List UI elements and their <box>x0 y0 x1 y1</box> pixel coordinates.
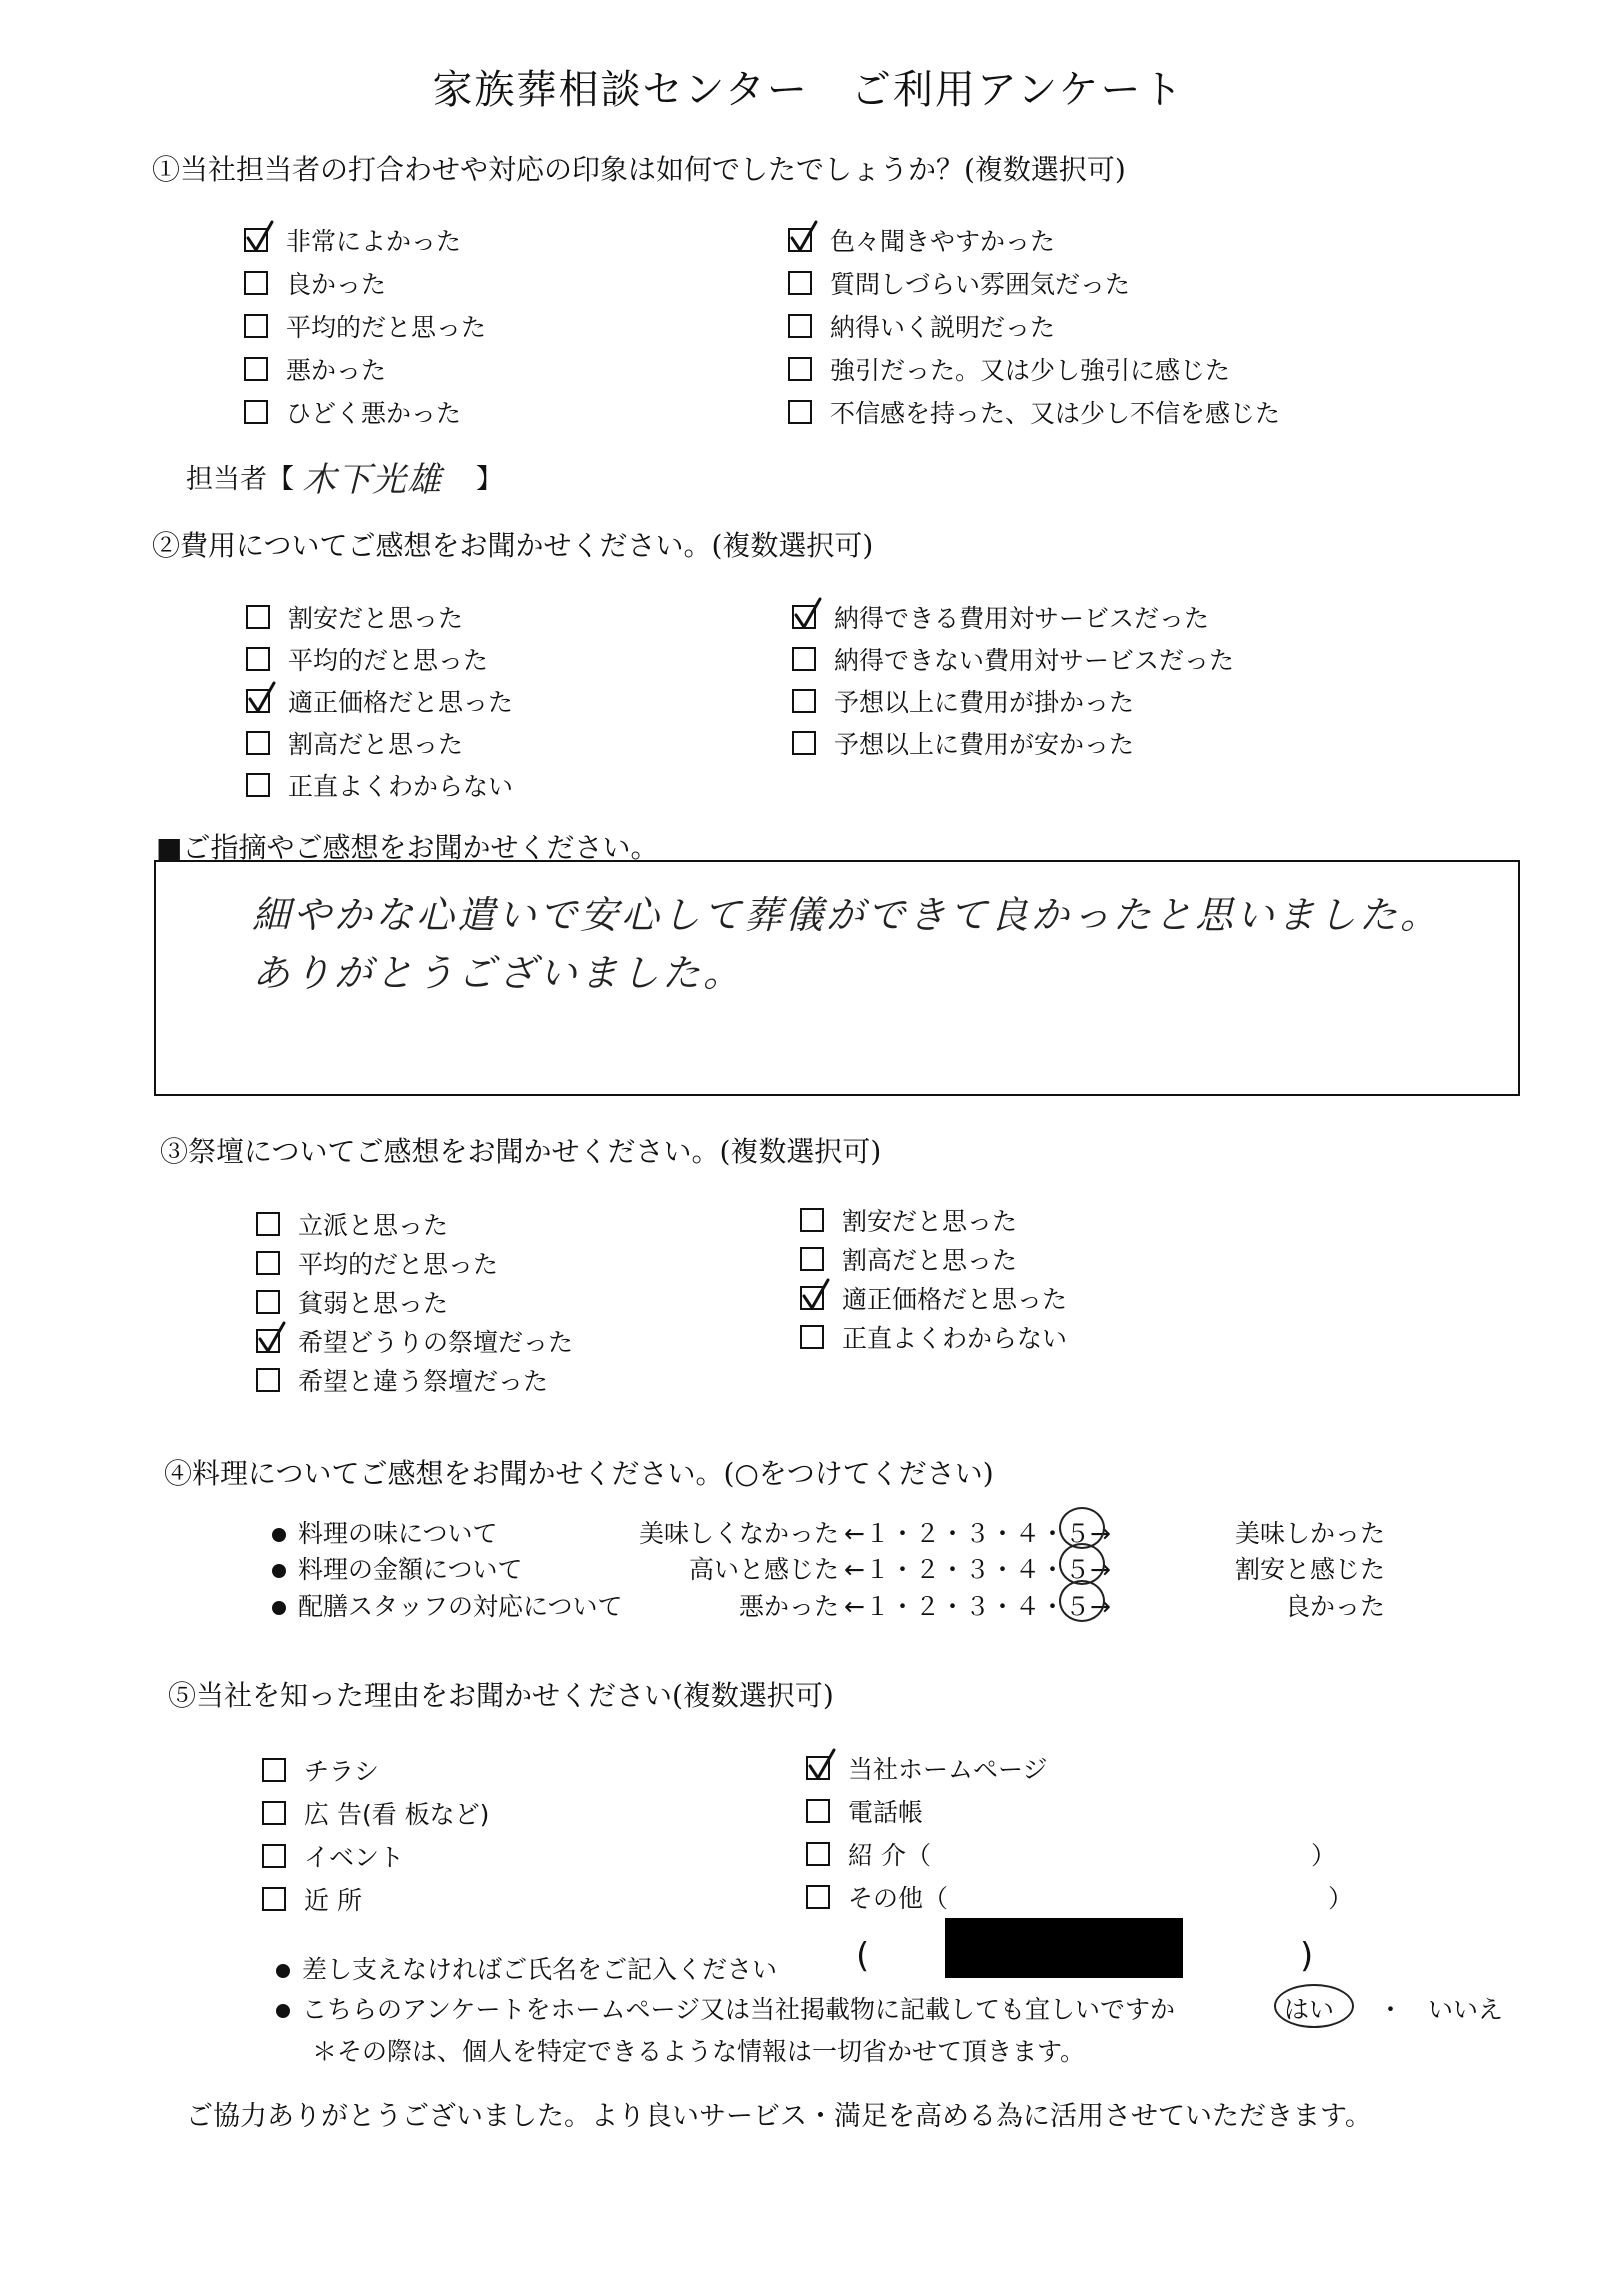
staff-field <box>186 452 503 501</box>
q2-option[interactable] <box>792 722 1234 764</box>
bullet-icon <box>276 1964 290 1978</box>
page-title: 家族葬相談センター ご利用アンケート <box>432 67 1185 113</box>
check-mark-icon <box>246 681 276 715</box>
name-paren-open: ( <box>856 1936 870 1976</box>
checkbox[interactable] <box>800 1286 824 1310</box>
rating-item: 料理の味について <box>298 1519 498 1548</box>
q3-option[interactable] <box>800 1239 1067 1278</box>
checkbox[interactable] <box>806 1756 830 1780</box>
q1-left-options <box>244 218 486 433</box>
checkbox[interactable] <box>788 400 812 424</box>
checkbox[interactable] <box>246 605 270 629</box>
option-label: 強引だった。又は少し強引に感じた <box>830 355 1231 385</box>
option-label: 平均的だと思った <box>298 1249 499 1279</box>
q4-row-2 <box>272 1550 523 1586</box>
q3-option[interactable] <box>256 1321 573 1360</box>
q1-option[interactable] <box>788 218 1280 261</box>
checkbox[interactable] <box>244 400 268 424</box>
checkbox[interactable] <box>788 228 812 252</box>
q1-right-options <box>788 218 1280 433</box>
option-label: 割安だと思った <box>842 1206 1018 1236</box>
option-label: 希望どうりの祭壇だった <box>298 1327 574 1357</box>
option-label: 当社ホームページ <box>848 1754 1048 1784</box>
checkbox[interactable] <box>806 1842 830 1866</box>
option-label: 貧弱と思った <box>298 1288 449 1318</box>
rating-low-label: 高いと感じた <box>688 1555 839 1584</box>
q3-option[interactable] <box>256 1204 573 1243</box>
checkbox[interactable] <box>246 647 270 671</box>
q2-option[interactable] <box>246 764 513 806</box>
rating-low-label: 悪かった <box>738 1592 839 1621</box>
checkbox[interactable] <box>806 1799 830 1823</box>
comment-line-1: 細やかな心遣いで安心して葬儀ができて良かったと思いました。 <box>252 893 1442 937</box>
q5-option[interactable] <box>806 1875 1353 1918</box>
q2-option[interactable] <box>246 680 513 722</box>
q3-option[interactable] <box>800 1317 1067 1356</box>
checkbox[interactable] <box>256 1212 280 1236</box>
checkbox[interactable] <box>788 314 812 338</box>
q1-option[interactable] <box>244 261 486 304</box>
q1-option[interactable] <box>244 390 486 433</box>
publish-no[interactable]: いいえ <box>1428 1995 1504 2024</box>
option-label: ひどく悪かった <box>286 398 462 428</box>
option-label: 悪かった <box>286 355 387 385</box>
publish-note: ＊その際は、個人を特定できるような情報は一切省かせて頂きます。 <box>312 2037 1086 2066</box>
option-label: 立派と思った <box>298 1210 449 1240</box>
bullet-icon <box>272 1528 286 1542</box>
option-label: 予想以上に費用が掛かった <box>834 688 1135 717</box>
option-label: 色々聞きやすかった <box>830 226 1056 256</box>
option-label: 非常によかった <box>286 226 462 256</box>
q5-option[interactable] <box>262 1748 489 1791</box>
option-label: 納得できる費用対サービスだった <box>834 604 1210 633</box>
checkbox[interactable] <box>792 605 816 629</box>
checkbox[interactable] <box>800 1247 824 1271</box>
check-mark-icon <box>800 1278 830 1312</box>
publish-prompt: こちらのアンケートをホームページ又は当社掲載物に記載しても宜しいですか <box>302 1995 1176 2024</box>
checkbox[interactable] <box>246 731 270 755</box>
q1-option[interactable] <box>244 218 486 261</box>
option-label: 質問しづらい雰囲気だった <box>830 269 1131 299</box>
q1-option[interactable] <box>788 390 1280 433</box>
q4-row-3 <box>272 1587 623 1623</box>
q5-option[interactable] <box>262 1834 489 1877</box>
q5-option[interactable] <box>806 1832 1353 1875</box>
option-label: 平均的だと思った <box>288 646 489 675</box>
selected-rating-circle <box>1059 1580 1105 1622</box>
q2-question: ②費用についてご感想をお聞かせください。(複数選択可) <box>152 529 874 562</box>
q3-option[interactable] <box>256 1360 573 1399</box>
publish-yes[interactable]: はい <box>1284 1995 1335 2024</box>
q4-row-1 <box>272 1514 498 1550</box>
q3-left-options <box>256 1204 573 1399</box>
q2-option[interactable] <box>792 680 1234 722</box>
q5-right-options <box>806 1746 1353 1918</box>
check-mark-icon <box>244 220 274 254</box>
option-label: 予想以上に費用が安かった <box>834 730 1135 759</box>
q3-option[interactable] <box>800 1200 1067 1239</box>
q5-option[interactable] <box>806 1746 1353 1789</box>
q1-option[interactable] <box>788 347 1280 390</box>
check-mark-icon <box>792 597 822 631</box>
checkbox[interactable] <box>256 1329 280 1353</box>
name-paren-close: ) <box>1300 1936 1314 1976</box>
option-label: その他（ <box>848 1883 949 1913</box>
q1-question: ①当社担当者の打合わせや対応の印象は如何でしたでしょうか？(複数選択可) <box>152 153 1126 186</box>
comment-line-2: ありがとうございました。 <box>252 951 745 995</box>
rating-item: 料理の金額について <box>298 1555 523 1584</box>
bullet-icon <box>272 1564 286 1578</box>
bullet-icon <box>276 2004 290 2018</box>
option-label: 電話帳 <box>848 1797 924 1827</box>
checkbox[interactable] <box>244 228 268 252</box>
check-mark-icon <box>806 1748 836 1782</box>
q2-right-options <box>792 596 1234 764</box>
rating-scale[interactable]: ←１・２・３・４・５→ <box>844 1592 1111 1621</box>
selected-yes-circle <box>1274 1984 1354 2028</box>
checkbox[interactable] <box>788 271 812 295</box>
checkbox[interactable] <box>792 647 816 671</box>
q5-left-options <box>262 1748 489 1920</box>
option-label: 適正価格だと思った <box>288 688 514 717</box>
checkbox[interactable] <box>262 1801 286 1825</box>
option-label: 適正価格だと思った <box>842 1284 1068 1314</box>
rating-item: 配膳スタッフの対応について <box>298 1592 623 1621</box>
option-label: 正直よくわからない <box>842 1323 1068 1353</box>
rating-high-label: 良かった <box>1284 1592 1385 1621</box>
publish-row <box>276 1990 1175 2026</box>
checkbox[interactable] <box>792 731 816 755</box>
q4-question: ④料理についてご感想をお聞かせください。(○をつけてください) <box>164 1457 994 1490</box>
staff-label: 担当者【 <box>186 464 294 495</box>
checkbox[interactable] <box>246 689 270 713</box>
checkbox[interactable] <box>256 1368 280 1392</box>
q5-question: ⑤当社を知った理由をお聞かせください(複数選択可) <box>168 1679 834 1712</box>
option-label: 割高だと思った <box>842 1245 1018 1275</box>
checkbox[interactable] <box>244 357 268 381</box>
checkbox[interactable] <box>244 314 268 338</box>
checkbox[interactable] <box>256 1290 280 1314</box>
q2-option[interactable] <box>246 722 513 764</box>
q2-option[interactable] <box>246 596 513 638</box>
option-label: 納得いく説明だった <box>830 312 1056 342</box>
checkbox[interactable] <box>800 1208 824 1232</box>
q3-option[interactable] <box>256 1282 573 1321</box>
staff-name[interactable]: 木下光雄 <box>302 460 442 500</box>
checkbox[interactable] <box>244 271 268 295</box>
rating-high-label: 割安と感じた <box>1234 1555 1385 1584</box>
option-label: 紹 介（ <box>848 1840 931 1870</box>
checkbox[interactable] <box>246 773 270 797</box>
q2-left-options <box>246 596 513 806</box>
option-label: 希望と違う祭壇だった <box>298 1366 549 1396</box>
q5-option[interactable] <box>262 1877 489 1920</box>
option-label: 良かった <box>286 269 387 299</box>
q1-option[interactable] <box>788 304 1280 347</box>
option-label: 不信感を持った、又は少し不信を感じた <box>830 398 1281 428</box>
option-label: チラシ <box>304 1756 380 1786</box>
option-label: 納得できない費用対サービスだった <box>834 646 1235 675</box>
option-label: イベント <box>304 1842 405 1872</box>
rating-high-label: 美味しかった <box>1234 1519 1385 1548</box>
rating-scale[interactable]: ←１・２・３・４・５→ <box>844 1519 1111 1548</box>
checkbox[interactable] <box>792 689 816 713</box>
selected-rating-circle <box>1059 1543 1105 1585</box>
q2-option[interactable] <box>246 638 513 680</box>
checkbox[interactable] <box>262 1758 286 1782</box>
checkbox[interactable] <box>800 1325 824 1349</box>
option-label: 割高だと思った <box>288 730 464 759</box>
option-label: 広 告(看 板など) <box>304 1799 490 1829</box>
q3-question: ③祭壇についてご感想をお聞かせください。(複数選択可) <box>160 1135 882 1168</box>
q3-right-options <box>800 1200 1067 1356</box>
redacted-name-field[interactable] <box>945 1918 1183 1978</box>
publish-separator: ・ <box>1378 1995 1404 2024</box>
option-label: 平均的だと思った <box>286 312 487 342</box>
checkbox[interactable] <box>788 357 812 381</box>
paren-close: ） <box>1310 1840 1336 1870</box>
q2-option[interactable] <box>792 596 1234 638</box>
comments-heading: ■ご指摘やご感想をお聞かせください。 <box>156 831 659 864</box>
name-prompt-row <box>276 1950 777 1986</box>
q5-option[interactable] <box>262 1791 489 1834</box>
rating-low-label: 美味しくなかった <box>638 1519 839 1548</box>
checkbox[interactable] <box>262 1887 286 1911</box>
check-mark-icon <box>788 220 818 254</box>
q3-option[interactable] <box>256 1243 573 1282</box>
staff-close: 】 <box>476 464 503 495</box>
q1-option[interactable] <box>788 261 1280 304</box>
q1-option[interactable] <box>244 304 486 347</box>
q2-option[interactable] <box>792 638 1234 680</box>
q1-option[interactable] <box>244 347 486 390</box>
q5-option[interactable] <box>806 1789 1353 1832</box>
rating-scale[interactable]: ←１・２・３・４・５→ <box>844 1555 1111 1584</box>
paren-close: ） <box>1328 1883 1354 1913</box>
checkbox[interactable] <box>262 1844 286 1868</box>
footer-message: ご協力ありがとうございました。より良いサービス・満足を高める為に活用させていただきます。 <box>186 2101 1372 2132</box>
option-label: 割安だと思った <box>288 604 464 633</box>
bullet-icon <box>272 1601 286 1615</box>
comments-textarea[interactable] <box>154 860 1520 1096</box>
checkbox[interactable] <box>256 1251 280 1275</box>
checkbox[interactable] <box>806 1885 830 1909</box>
option-label: 正直よくわからない <box>288 772 514 801</box>
option-label: 近 所 <box>304 1885 362 1915</box>
q3-option[interactable] <box>800 1278 1067 1317</box>
name-prompt: 差し支えなければご氏名をご記入ください <box>302 1955 778 1984</box>
check-mark-icon <box>256 1321 286 1355</box>
